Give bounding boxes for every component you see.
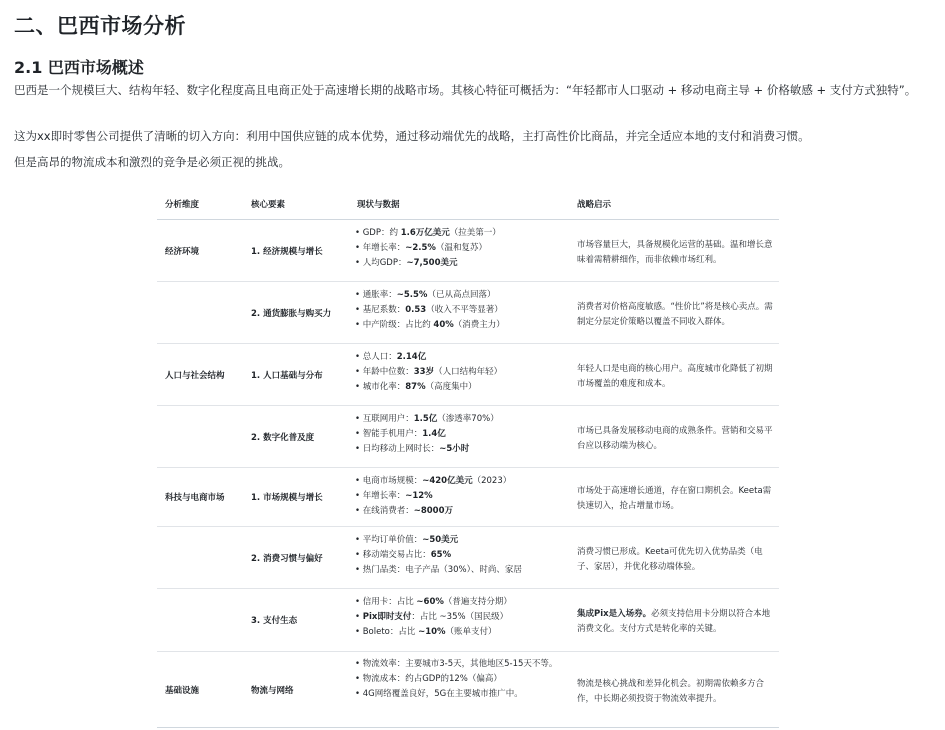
data-text: 移动端交易占比：: [362, 550, 431, 560]
data-bullet: [355, 226, 560, 241]
data-value: 1.5亿: [413, 414, 438, 424]
data-value: ~8000万: [413, 506, 454, 516]
cell-element: 物流与网络: [251, 686, 294, 696]
cell-element: 1. 经济规模与增长: [251, 247, 323, 257]
data-text: 通胀率：: [362, 290, 397, 300]
data-value: 1.6万亿美元: [400, 228, 450, 238]
table-row: [157, 589, 779, 652]
data-bullet: [355, 610, 560, 625]
cell-dimension: 基础设施: [165, 686, 200, 696]
header-data: 现状与数据: [357, 200, 400, 210]
cell-element: 1. 人口基础与分布: [251, 371, 323, 381]
data-value: 87%: [405, 382, 426, 392]
data-text: 年增长率：: [362, 491, 406, 501]
data-value: ~2.5%: [405, 243, 436, 253]
cell-insight: [577, 545, 777, 575]
cell-data: [355, 288, 560, 333]
cell-data: [355, 657, 560, 702]
table-row: [157, 220, 779, 282]
data-text: 4G网络覆盖良好，5G在主要城市推广中。: [362, 689, 523, 699]
table-row: [157, 406, 779, 468]
data-bullet: [355, 350, 560, 365]
cell-insight: [577, 484, 777, 514]
cell-insight: [577, 424, 777, 454]
cell-data: [355, 412, 560, 457]
intro-paragraph: 巴西是一个规模巨大、结构年轻、数字化程度高且电商正处于高速增长期的战略市场。其核心特征可概括为：“年轻都市人口驱动 + 移动电商主导 + 价格敏感 + 支付方式独特”。: [14, 83, 917, 97]
section-heading: 二、巴西市场分析: [14, 14, 186, 38]
data-bullet: [355, 563, 560, 578]
data-bullet: [355, 474, 560, 489]
data-text: 年龄中位数：: [362, 367, 414, 377]
data-text: 城市化率：: [362, 382, 406, 392]
data-bullet: [355, 365, 560, 380]
data-text: Boleto：占比: [362, 627, 419, 637]
data-bullet: [355, 412, 560, 427]
data-text: GDP：约: [362, 228, 401, 238]
data-value: 33岁: [413, 367, 435, 377]
data-bullet: [355, 256, 560, 271]
cell-element: 2. 消费习惯与偏好: [251, 554, 323, 564]
data-bullet: [355, 687, 560, 702]
insight-text: 年轻人口是电商的核心用户。高度城市化降低了初期市场覆盖的难度和成本。: [577, 364, 773, 389]
insight-text: 市场容量巨大，具备规模化运营的基础。温和增长意味着需精耕细作，而非依赖市场红利。: [577, 240, 773, 265]
cell-element: 3. 支付生态: [251, 616, 298, 626]
insight-text: 市场已具备发展移动电商的成熟条件。营销和交易平台应以移动端为核心。: [577, 426, 773, 451]
cell-dimension: 科技与电商市场: [165, 493, 225, 503]
cell-insight: [577, 677, 777, 707]
data-value: 0.53: [405, 305, 427, 315]
data-bullet: [355, 625, 560, 640]
table-body: [157, 220, 779, 728]
table-row: [157, 468, 779, 527]
data-value: ~60%: [416, 597, 444, 607]
data-bullet: [355, 657, 560, 672]
data-text: ：占比 ~35%（国民级）: [411, 612, 509, 622]
data-value: 2.14亿: [396, 352, 427, 362]
table-row: [157, 652, 779, 728]
cell-element: 2. 通货膨胀与购买力: [251, 309, 332, 319]
data-text: （渗透率70%）: [437, 414, 499, 424]
challenge-paragraph: 但是高昂的物流成本和激烈的竞争是必须正视的挑战。: [14, 155, 290, 169]
data-value: ~420亿美元: [422, 476, 473, 486]
subsection-heading: 2.1 巴西市场概述: [14, 58, 144, 77]
header-dimension: 分析维度: [165, 200, 200, 210]
data-text: （高度集中）: [425, 382, 477, 392]
cell-data: [355, 595, 560, 640]
cell-data: [355, 226, 560, 271]
data-text: （拉美第一）: [449, 228, 501, 238]
data-text: 年增长率：: [362, 243, 406, 253]
data-value: ~50美元: [422, 535, 459, 545]
data-bullet: [355, 504, 560, 519]
data-text: 电商市场规模：: [362, 476, 423, 486]
data-value: ~5.5%: [396, 290, 428, 300]
insight-text: 集成Pix是入场券。: [577, 609, 652, 619]
insight-text: 消费习惯已形成。Keeta可优先切入优势品类（电子、家居），并优化移动端体验。: [577, 547, 763, 572]
data-bullet: [355, 380, 560, 395]
data-value: 65%: [430, 550, 452, 560]
cell-insight: [577, 300, 777, 330]
cell-data: [355, 474, 560, 519]
cell-element: 2. 数字化普及度: [251, 433, 315, 443]
data-text: （2023）: [472, 476, 512, 486]
data-value: ~5小时: [439, 444, 470, 454]
data-text: （温和复苏）: [435, 243, 487, 253]
data-text: 平均订单价值：: [362, 535, 423, 545]
data-bullet: [355, 241, 560, 256]
data-text: 在线消费者：: [362, 506, 414, 516]
cell-dimension: 经济环境: [165, 247, 200, 257]
cell-insight: [577, 607, 777, 637]
insight-text: 物流是核心挑战和差异化机会。初期需依赖多方合作，中长期必须投资于物流效率提升。: [577, 679, 765, 704]
cell-data: [355, 350, 560, 395]
data-value: ~10%: [418, 627, 446, 637]
cell-insight: [577, 238, 777, 268]
cell-insight: [577, 362, 777, 392]
header-element: 核心要素: [251, 200, 286, 210]
data-bullet: [355, 533, 560, 548]
data-text: 智能手机用户：: [362, 429, 423, 439]
table-row: [157, 282, 779, 344]
data-bullet: [355, 427, 560, 442]
data-value: ~7,500美元: [406, 258, 458, 268]
data-bullet: [355, 303, 560, 318]
cell-element: 1. 市场规模与增长: [251, 493, 323, 503]
data-text: （账单支付）: [445, 627, 497, 637]
data-text: 总人口：: [362, 352, 397, 362]
cell-data: [355, 533, 560, 578]
data-text: 物流效率：主要城市3-5天，其他地区5-15天不等。: [362, 659, 558, 669]
header-insight: 战略启示: [577, 200, 612, 210]
data-value: 1.4亿: [422, 429, 446, 439]
data-value: Pix即时支付: [362, 612, 412, 622]
data-bullet: [355, 548, 560, 563]
data-bullet: [355, 672, 560, 687]
data-bullet: [355, 288, 560, 303]
data-value: 40%: [433, 320, 454, 330]
data-text: （已从高点回落）: [427, 290, 496, 300]
data-text: 物流成本：约占GDP的12%（偏高）: [362, 674, 502, 684]
insight-text: 市场处于高速增长通道，存在窗口期机会。Keeta需快速切入，抢占增量市场。: [577, 486, 772, 511]
data-text: 信用卡：占比: [362, 597, 417, 607]
strategy-paragraph: 这为xx即时零售公司提供了清晰的切入方向：利用中国供应链的成本优势，通过移动端优先的战略，主打高性价比商品，并完全适应本地的支付和消费习惯。: [14, 129, 810, 143]
data-bullet: [355, 318, 560, 333]
data-text: 中产阶级：占比约: [362, 320, 434, 330]
data-bullet: [355, 442, 560, 457]
data-text: 人均GDP：: [362, 258, 407, 268]
insight-text: 消费者对价格高度敏感。“性价比”将是核心卖点。需制定分层定价策略以覆盖不同收入群体。: [577, 302, 773, 327]
data-text: （人口结构年轻）: [434, 367, 503, 377]
data-text: （普遍支持分期）: [443, 597, 512, 607]
data-text: 互联网用户：: [362, 414, 414, 424]
cell-dimension: 人口与社会结构: [165, 371, 225, 381]
data-text: 基尼系数：: [362, 305, 406, 315]
analysis-table: [157, 189, 779, 728]
data-text: 日均移动上网时长：: [362, 444, 440, 454]
data-bullet: [355, 595, 560, 610]
data-text: （收入不平等显著）: [426, 305, 503, 315]
data-value: ~12%: [405, 491, 433, 501]
table-row: [157, 527, 779, 589]
table-row: [157, 344, 779, 406]
data-text: （消费主力）: [453, 320, 505, 330]
table-header: [157, 189, 779, 220]
insight-text: 必须支持信用卡分期以符合本地消费文化。支付方式是转化率的关键。: [577, 609, 771, 634]
data-text: 热门品类：电子产品（30%）、时尚、家居: [362, 565, 522, 575]
data-bullet: [355, 489, 560, 504]
